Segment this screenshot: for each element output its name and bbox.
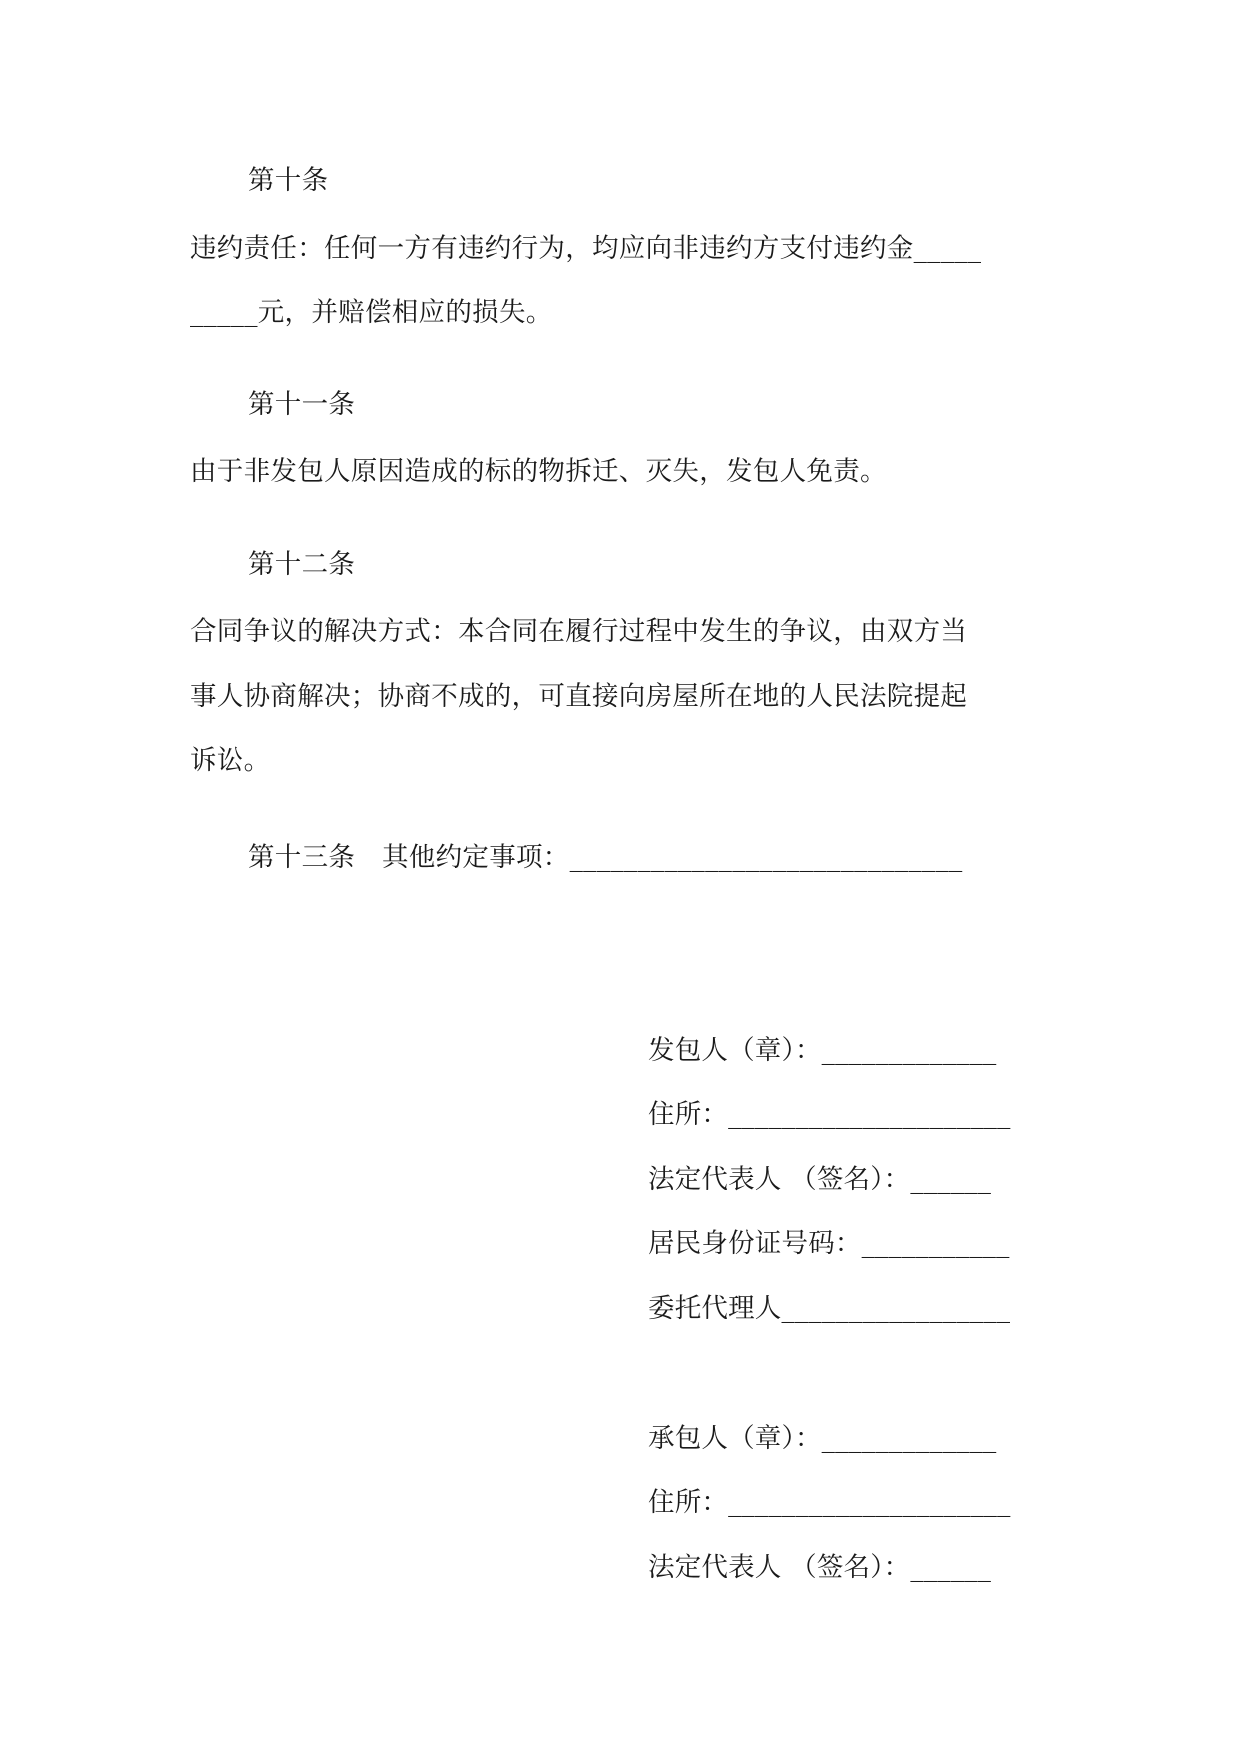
article-10-heading: 第十条 (248, 165, 329, 196)
article-11-heading: 第十一条 (248, 389, 356, 420)
employer-id-number-field: 居民身份证号码：___________ (648, 1228, 1010, 1259)
employer-address-field: 住所：_____________________ (648, 1099, 1011, 1130)
article-10-text-line-1: 违约责任：任何一方有违约行为，均应向非违约方支付违约金_____ (190, 233, 982, 264)
article-12-text-line-3: 诉讼。 (190, 745, 271, 776)
employer-legal-rep-field: 法定代表人 （签名）：______ (648, 1164, 992, 1195)
article-12-heading: 第十二条 (248, 549, 356, 580)
article-12-text-line-1: 合同争议的解决方式：本合同在履行过程中发生的争议，由双方当 (190, 616, 968, 647)
contractor-seal-field: 承包人（章）：_____________ (648, 1423, 997, 1454)
article-11-text-line-1: 由于非发包人原因造成的标的物拆迁、灭失，发包人免责。 (190, 456, 887, 487)
article-10-text-line-2: _____元，并赔偿相应的损失。 (190, 297, 553, 328)
contractor-address-field: 住所：_____________________ (648, 1487, 1011, 1518)
article-12-text-line-2: 事人协商解决；协商不成的，可直接向房屋所在地的人民法院提起 (190, 681, 968, 712)
employer-seal-field: 发包人（章）：_____________ (648, 1035, 997, 1066)
employer-agent-field: 委托代理人_________________ (648, 1293, 1011, 1324)
article-13-heading: 第十三条 其他约定事项：_____________________________ (248, 842, 963, 873)
contractor-legal-rep-field: 法定代表人 （签名）：______ (648, 1552, 992, 1583)
